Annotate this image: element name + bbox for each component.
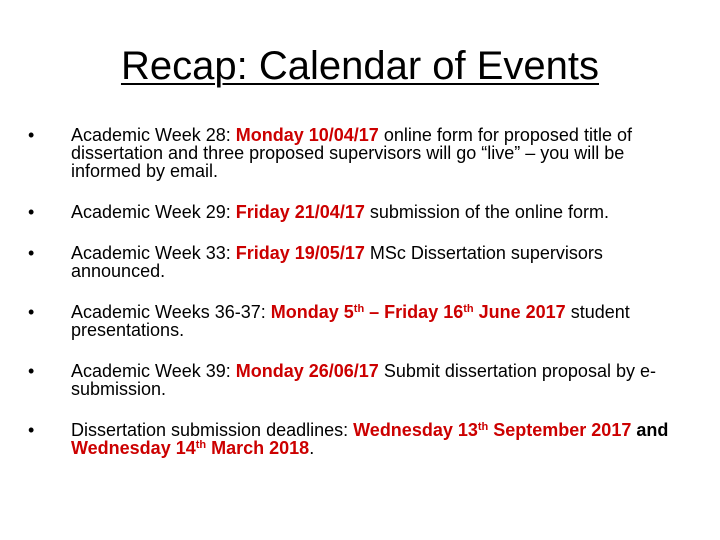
ordinal-suffix: th	[463, 303, 474, 315]
bullet-icon: •	[28, 125, 35, 145]
deadline-date-1-rest: September 2017	[488, 420, 632, 440]
bullet-icon: •	[28, 302, 35, 322]
item-date-start: Monday 5	[270, 302, 354, 322]
item-date: Monday 26/06/17	[235, 361, 379, 381]
deadline-date-2: Wednesday 14	[71, 438, 196, 458]
item-description: online form for proposed title of dissertation and three proposed supervisors will go “live” – you will be informed by email.	[71, 125, 632, 181]
item-label: Academic Week 33:	[71, 243, 236, 263]
list-item	[28, 244, 688, 280]
list-item	[28, 303, 688, 339]
item-label: Academic Week 39:	[71, 361, 236, 381]
list-item	[28, 203, 688, 221]
bullet-icon: •	[28, 361, 35, 381]
slide-title: Recap: Calendar of Events	[120, 44, 600, 88]
bullet-icon: •	[28, 202, 35, 222]
list-item	[28, 421, 688, 457]
deadline-date-1: Wednesday 13	[353, 420, 478, 440]
conjunction: and	[631, 420, 669, 440]
list-item	[28, 362, 688, 398]
ordinal-suffix: th	[353, 303, 365, 315]
item-date-end: – Friday 16	[364, 302, 464, 322]
item-end-punctuation: .	[309, 438, 315, 458]
item-date: Friday 19/05/17	[235, 243, 365, 263]
item-label: Academic Week 28:	[71, 125, 236, 145]
bullet-icon: •	[28, 420, 35, 440]
item-description: Submit dissertation proposal by e-submission.	[71, 361, 656, 399]
list-item	[28, 126, 688, 180]
item-date: Friday 21/04/17	[235, 202, 365, 222]
item-label: Academic Weeks 36-37:	[71, 302, 271, 322]
bullet-icon: •	[28, 243, 35, 263]
item-description: student presentations.	[71, 302, 630, 340]
item-description: submission of the online form.	[364, 202, 609, 222]
item-date: Monday 10/04/17	[235, 125, 379, 145]
item-description: MSc Dissertation supervisors announced.	[71, 243, 603, 281]
item-label: Academic Week 29:	[71, 202, 236, 222]
deadline-date-2-rest: March 2018	[206, 438, 310, 458]
ordinal-suffix: th	[195, 439, 207, 451]
item-date-month: June 2017	[473, 302, 566, 322]
ordinal-suffix: th	[477, 421, 489, 433]
event-list	[28, 126, 688, 480]
item-label: Dissertation submission deadlines:	[71, 420, 354, 440]
